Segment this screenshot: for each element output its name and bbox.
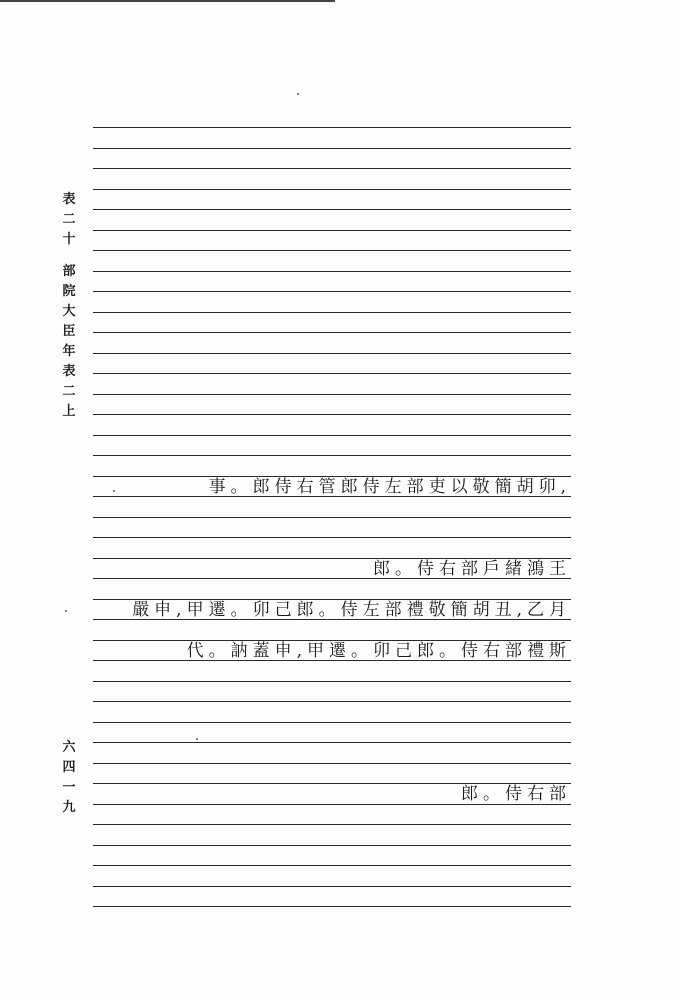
rule-line bbox=[93, 189, 571, 190]
side-title-char: 大 bbox=[62, 304, 76, 319]
table-row-text: 郎。侍右部戶緒鴻王 bbox=[373, 559, 571, 579]
table-row-text: 代。訥蓋申,甲遷。卯己郎。侍右部禮斯 bbox=[186, 641, 571, 661]
scan-speck bbox=[196, 738, 198, 740]
rule-line bbox=[93, 824, 571, 825]
rule-line bbox=[93, 865, 571, 866]
rule-line bbox=[93, 845, 571, 846]
rule-line bbox=[93, 455, 571, 456]
rule-line bbox=[93, 127, 571, 128]
side-title-char: 臣 bbox=[62, 324, 76, 339]
rule-line bbox=[93, 435, 571, 436]
rule-line bbox=[93, 763, 571, 764]
rule-line bbox=[93, 353, 571, 354]
rule-line bbox=[93, 906, 571, 907]
table-row-text: 事。郎侍右管郎侍左部吏以敬簡胡卯, bbox=[208, 477, 571, 497]
side-title-char: 表 bbox=[62, 364, 76, 379]
scan-speck bbox=[297, 93, 299, 95]
rule-line bbox=[93, 394, 571, 395]
scan-speck bbox=[113, 490, 115, 492]
side-title-char: 部 bbox=[62, 264, 76, 279]
rule-line bbox=[93, 373, 571, 374]
page-number-char: 四 bbox=[62, 760, 76, 775]
rule-line bbox=[93, 168, 571, 169]
rule-line bbox=[93, 681, 571, 682]
rule-line bbox=[93, 537, 571, 538]
side-title-char: 院 bbox=[62, 284, 76, 299]
side-title-char: 表 bbox=[62, 192, 76, 207]
rule-line bbox=[93, 291, 571, 292]
page-number-char: 一 bbox=[62, 780, 76, 795]
side-title-char: 上 bbox=[62, 404, 76, 419]
rule-line bbox=[93, 722, 571, 723]
side-title-char: 年 bbox=[62, 344, 76, 359]
rule-line bbox=[93, 148, 571, 149]
rule-line bbox=[93, 209, 571, 210]
rule-line bbox=[93, 312, 571, 313]
side-title-char: 二 bbox=[62, 384, 76, 399]
rule-line bbox=[93, 250, 571, 251]
rule-line bbox=[93, 230, 571, 231]
side-title-char: 十 bbox=[62, 232, 76, 247]
rule-line bbox=[93, 517, 571, 518]
page-number-char: 九 bbox=[62, 800, 76, 815]
side-title-char: 二 bbox=[62, 212, 76, 227]
rule-line bbox=[93, 886, 571, 887]
rule-line bbox=[93, 414, 571, 415]
page-number-char: 六 bbox=[62, 740, 76, 755]
rule-line bbox=[93, 742, 571, 743]
rule-line bbox=[93, 701, 571, 702]
rule-line bbox=[93, 332, 571, 333]
table-row-text: 嚴申,甲遷。卯己郎。侍左部禮敬簡胡丑,乙月 bbox=[132, 600, 571, 620]
table-row-text: 郎。侍右部 bbox=[461, 784, 571, 804]
scan-speck bbox=[65, 610, 67, 612]
rule-line bbox=[93, 271, 571, 272]
